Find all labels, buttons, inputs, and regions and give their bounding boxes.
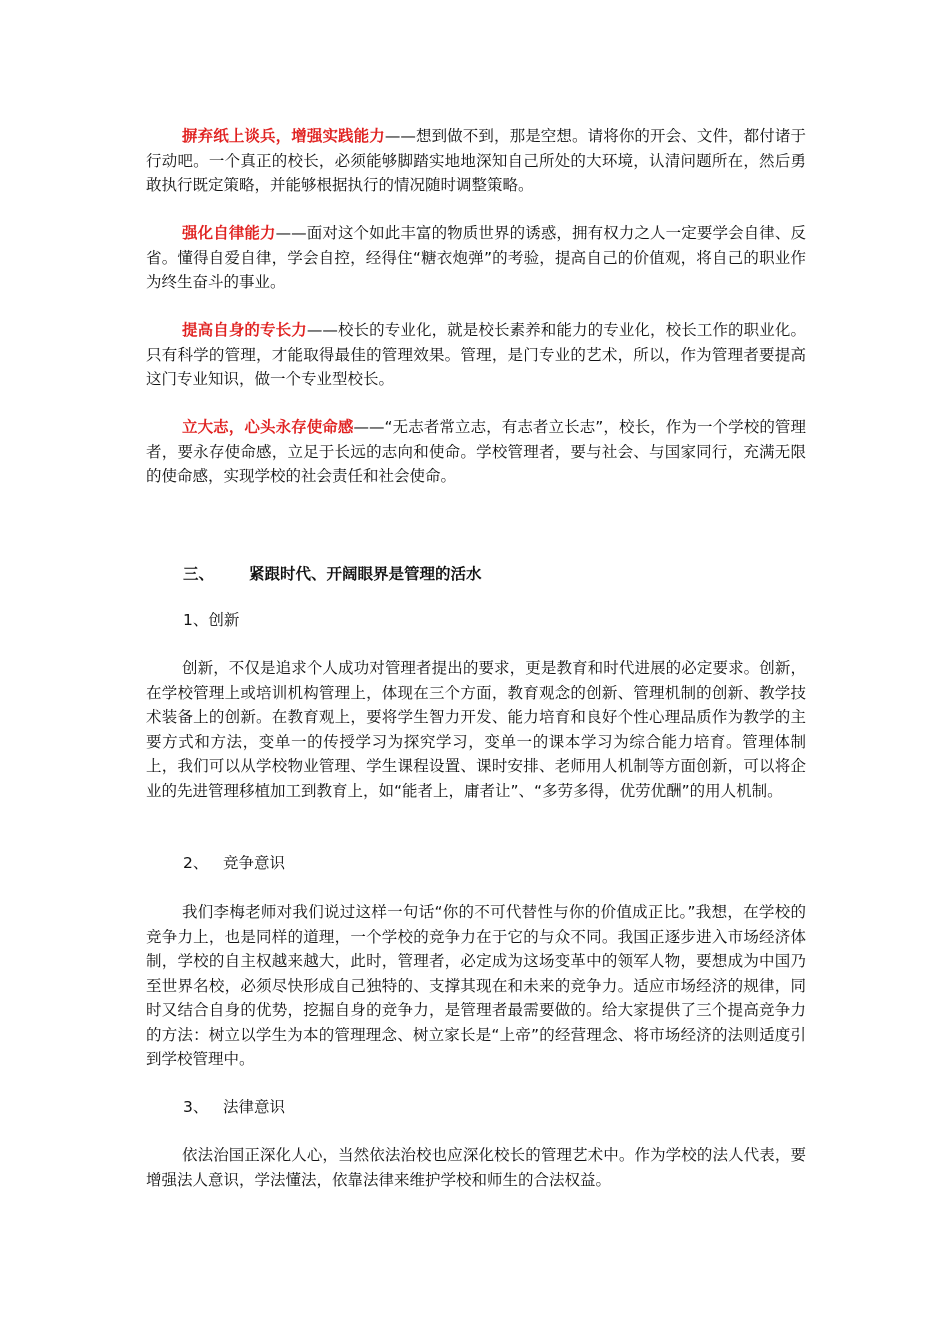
subheading-law xyxy=(183,1095,285,1119)
paragraph-text: ——面对这个如此丰富的物质世界的诱惑，拥有权力之人一定要学会自律、反省。懂得自爱自律，学会自控，经得住“糖衣炮弹”的考验，提高自己的价值观，将自己的职业作为终生奋斗的事业。 xyxy=(146,224,806,291)
subheading-title: 法律意识 xyxy=(223,1098,286,1116)
paragraph-mission xyxy=(146,415,806,489)
paragraph-text: ——想到做不到，那是空想。请将你的开会、文件，都付诸于行动吧。一个真正的校长，必须能够脚踏实地地深知自己所处的大环境，认清问题所在，然后勇敢执行既定策略，并能够根据执行的情况随时调整策略。 xyxy=(146,127,806,194)
subheading-number: 2、 xyxy=(183,854,209,872)
section-heading-3 xyxy=(183,562,482,586)
highlight-mission: 立大志，心头永存使命感 xyxy=(182,418,354,436)
paragraph-self-discipline xyxy=(146,221,806,295)
section-title: 紧跟时代、开阔眼界是管理的活水 xyxy=(249,565,482,583)
section-number: 三、 xyxy=(183,565,215,583)
paragraph-law xyxy=(146,1143,806,1192)
subheading-competition xyxy=(183,851,285,875)
paragraph-competition xyxy=(146,900,806,1072)
subheading-title: 竞争意识 xyxy=(223,854,286,872)
subheading-innovation xyxy=(183,608,239,632)
paragraph-text: 创新，不仅是追求个人成功对管理者提出的要求，更是教育和时代进展的必定要求。创新，在学校管理上或培训机构管理上，体现在三个方面，教育观念的创新、管理机制的创新、教学技术装备上的创新。在教育观上，要将学生智力开发、能力培育和良好个性心理品质作为教学的主要方式和方法，变单一的传授学习为探究学习，变单一的课本学习为综合能力培育。管理体制上，我们可以从学校物业管理、学生课程设置、课时安排、老师用人机制等方面创新，可以将企业的先进管理移植加工到教育上，如“能者上，庸者让”、“多劳多得，优劳优酬”的用人机制。 xyxy=(146,659,806,800)
highlight-practice-ability: 摒弃纸上谈兵，增强实践能力 xyxy=(182,127,385,145)
highlight-self-discipline: 强化自律能力 xyxy=(182,224,276,242)
subheading-number: 3、 xyxy=(183,1098,209,1116)
paragraph-text: ——“无志者常立志，有志者立长志”，校长，作为一个学校的管理者，要永存使命感，立足于长远的志向和使命。学校管理者，要与社会、与国家同行，充满无限的使命感，实现学校的社会责任和社会使命。 xyxy=(146,418,806,485)
paragraph-expertise xyxy=(146,318,806,392)
paragraph-text: 依法治国正深化人心，当然依法治校也应深化校长的管理艺术中。作为学校的法人代表，要增强法人意识，学法懂法，依靠法律来维护学校和师生的合法权益。 xyxy=(146,1146,806,1189)
subheading-label: 1、创新 xyxy=(183,611,240,629)
paragraph-practice-ability xyxy=(146,124,806,198)
paragraph-text: ——校长的专业化，就是校长素养和能力的专业化，校长工作的职业化。只有科学的管理，才能取得最佳的管理效果。管理，是门专业的艺术，所以，作为管理者要提高这门专业知识，做一个专业型校长。 xyxy=(146,321,806,388)
paragraph-innovation xyxy=(146,656,806,803)
highlight-expertise: 提高自身的专长力 xyxy=(182,321,307,339)
paragraph-text: 我们李梅老师对我们说过这样一句话“你的不可代替性与你的价值成正比。”我想，在学校的竞争力上，也是同样的道理，一个学校的竞争力在于它的与众不同。我国正逐步进入市场经济体制，学校的自主权越来越大，此时，管理者，必定成为这场变革中的领军人物，要想成为中国乃至世界名校，必须尽快形成自己独特的、支撑其现在和未来的竞争力。适应市场经济的规律，同时又结合自身的优势，挖掘自身的竞争力，是管理者最需要做的。给大家提供了三个提高竞争力的方法：树立以学生为本的管理理念、树立家长是“上帝”的经营理念、将市场经济的法则适度引到学校管理中。 xyxy=(146,903,806,1068)
